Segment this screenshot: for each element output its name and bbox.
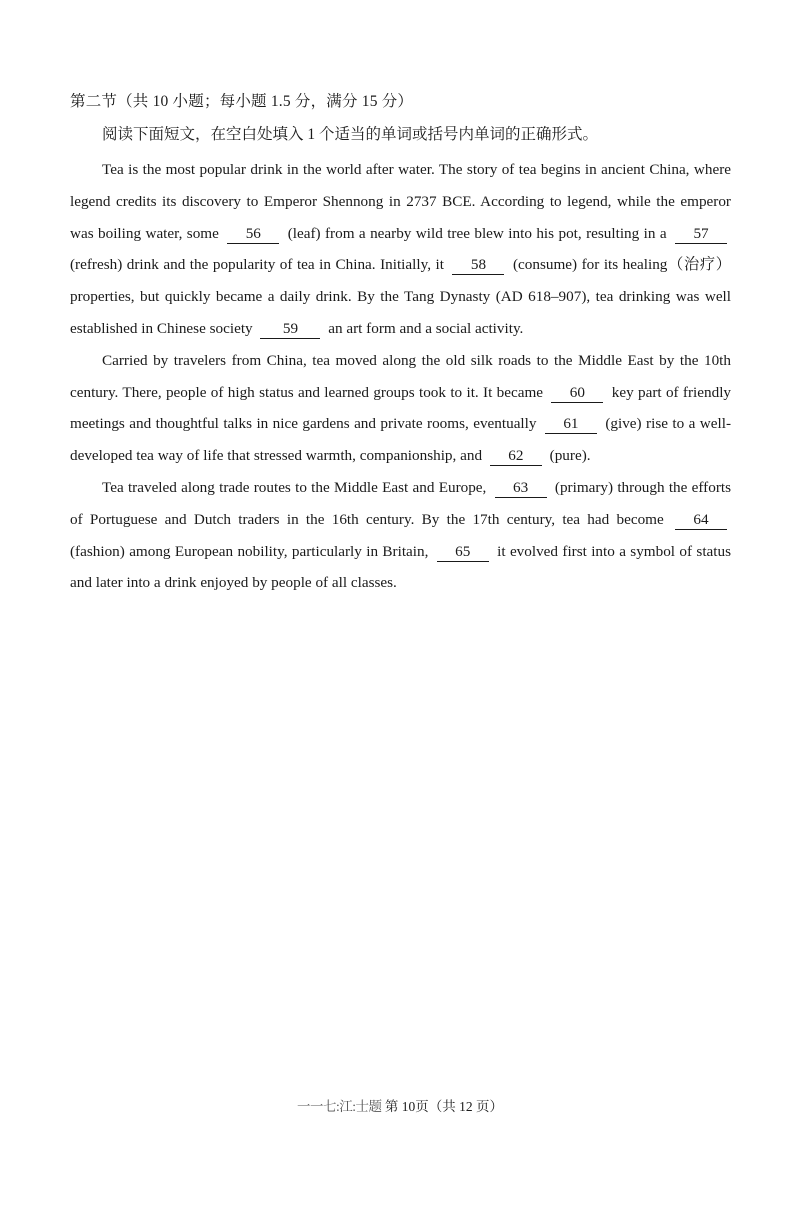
passage-text: (pure). (549, 447, 591, 465)
passage-text: (give) rise to a well-developed tea way of life that stressed warmth, companionship, and (70, 415, 732, 465)
footer-page-number: 第 10页（共 12 页） (384, 1099, 503, 1114)
blank-63: 63 (495, 479, 547, 498)
blank-61: 61 (545, 415, 597, 434)
passage-text: an art form and a social activity. (328, 319, 524, 337)
passage-text: Tea traveled along trade routes to the Middle East and Europe, (102, 478, 487, 496)
passage-text: (fashion) among European nobility, particularly in Britain, (70, 542, 429, 560)
blank-59: 59 (260, 320, 320, 339)
instruction-text: 阅读下面短文，在空白处填入 1 个适当的单词或括号内单词的正确形式。 (102, 126, 599, 143)
blank-60: 60 (551, 384, 603, 403)
passage-text: Carried by travelers from China, tea moved along the old silk roads to the Middle East by the 10th century. There, people of high status and learned groups took to it. It became (70, 351, 731, 401)
blank-58: 58 (452, 256, 504, 275)
passage-text: (primary) through the efforts of Portuguese and Dutch traders in the 16th century. By the 17th century, tea had become (70, 478, 732, 528)
passage-text: (leaf) from a nearby wild tree blew into his pot, resulting in a (287, 224, 667, 242)
blank-65: 65 (437, 543, 489, 562)
blank-56: 56 (227, 225, 279, 244)
blank-64: 64 (675, 511, 727, 530)
passage (70, 154, 731, 599)
paragraph-1 (70, 154, 731, 345)
passage-text: Tea is the most popular drink in the world after water. The story of tea begins in ancient China, where legend credits its discovery to Emperor Shennong in 2737 BCE. According to legend, while the emperor was boiling water, some (70, 161, 731, 242)
passage-text: (consume) for its healing（治疗）properties, but quickly became a daily drink. By the Tang Dynasty (AD 618–907), tea drinking was well established in Chinese society (70, 256, 731, 337)
paragraph-2 (70, 345, 731, 472)
blank-62: 62 (490, 447, 542, 466)
passage-text: key part of friendly meetings and thoughtful talks in nice gardens and private rooms, eventually (70, 383, 732, 433)
page-footer (0, 1098, 800, 1116)
blank-57: 57 (675, 225, 727, 244)
passage-text: (refresh) drink and the popularity of tea in China. Initially, it (70, 256, 444, 274)
paragraph-3 (70, 472, 731, 599)
passage-text: it evolved first into a symbol of status and later into a drink enjoyed by people of all classes. (70, 542, 732, 592)
section-title: 第二节（共 10 小题；每小题 1.5 分，满分 15 分） (70, 93, 414, 110)
footer-exam-name: 一一七:江:士题 (296, 1099, 382, 1114)
